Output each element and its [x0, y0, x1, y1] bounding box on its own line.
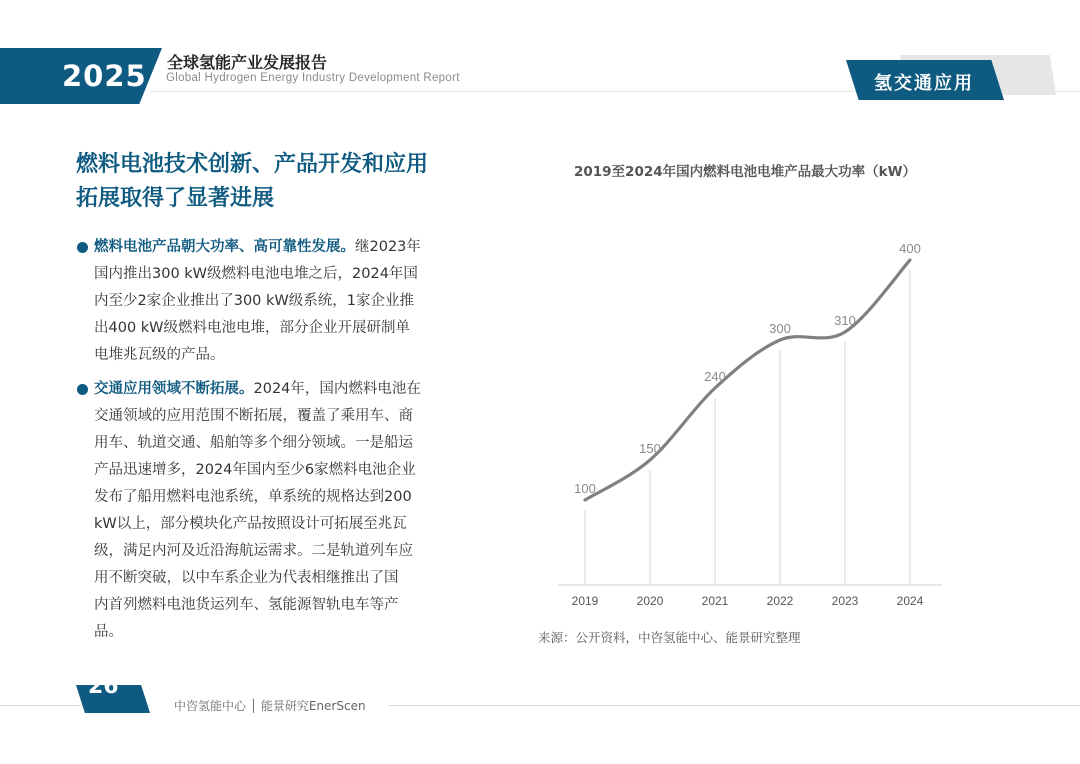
bullet-dot-icon — [77, 242, 88, 253]
bullet-text-line: 发布了船用燃料电池系统，单系统的规格达到200 — [94, 489, 412, 505]
bullet-lead: 燃料电池产品朝大功率、高可靠性发展。 — [94, 239, 355, 255]
bullet-text: 2024年，国内燃料电池在 — [253, 381, 421, 397]
bullet-lead: 交通应用领域不断拓展。 — [94, 381, 254, 397]
x-tick-label: 2023 — [831, 594, 859, 608]
report-subtitle: Global Hydrogen Energy Industry Development Report — [166, 72, 460, 84]
bullet-text-line: 电堆兆瓦级的产品。 — [94, 347, 225, 363]
x-tick-label: 2024 — [896, 594, 924, 608]
bullet-text-line: 交通领域的应用范围不断拓展，覆盖了乘用车、商 — [94, 408, 413, 424]
x-tick-label: 2019 — [571, 594, 599, 608]
main-heading — [76, 148, 476, 216]
bullet-text-line: 用不断突破，以中车系企业为代表相继推出了国 — [94, 570, 399, 586]
bullet-text-line: 出400 kW级燃料电池电堆，部分企业开展研制单 — [94, 320, 411, 336]
series-line — [585, 260, 910, 500]
x-tick-label: 2020 — [636, 594, 664, 608]
section-tag-label: 氢交通应用 — [874, 73, 974, 94]
bullet-text-line: 内首列燃料电池货运列车、氢能源智轨电车等产 — [94, 597, 399, 613]
report-year: 2025 — [62, 59, 147, 93]
data-label: 300 — [769, 321, 791, 336]
power-line-chart — [540, 220, 960, 615]
report-title: 全球氢能产业发展报告 — [167, 53, 328, 72]
x-tick-label: 2022 — [766, 594, 794, 608]
bullet-text-line: 产品迅速增多，2024年国内至少6家燃料电池企业 — [94, 462, 416, 478]
chart-title: 2019至2024年国内燃料电池电堆产品最大功率（kW） — [573, 164, 916, 180]
footer-divider-right — [388, 705, 1080, 706]
data-label: 100 — [574, 481, 596, 496]
data-label: 400 — [899, 241, 921, 256]
bullet-paragraph-2 — [76, 376, 464, 646]
main-heading-line-2: 拓展取得了显著进展 — [76, 186, 275, 211]
bullet-text-line: 国内推出300 kW级燃料电池电堆之后，2024年国 — [94, 266, 418, 282]
chart-source: 来源：公开资料，中咨氢能中心、能景研究整理 — [538, 630, 801, 645]
bullet-text: 继2023年 — [355, 239, 421, 255]
data-label: 310 — [834, 313, 856, 328]
main-heading-line-1: 燃料电池技术创新、产品开发和应用 — [76, 152, 429, 177]
x-tick-label: 2021 — [701, 594, 729, 608]
bullet-text-line: kW以上，部分模块化产品按照设计可拓展至兆瓦 — [94, 516, 407, 532]
bullet-dot-icon — [77, 384, 88, 395]
data-label: 150 — [639, 441, 661, 456]
bullet-text-line: 用车、轨道交通、船舶等多个细分领域。一是船运 — [94, 435, 413, 451]
bullet-text-line: 级，满足内河及近沿海航运需求。二是轨道列车应 — [94, 543, 413, 559]
bullet-text-line: 内至少2家企业推出了300 kW级系统，1家企业推 — [94, 293, 414, 309]
footer-credit: 中咨氢能中心 │ 能景研究EnerScen — [174, 699, 366, 713]
bullet-text-line: 品。 — [94, 624, 123, 640]
page-number: 26 — [88, 674, 119, 699]
data-label: 240 — [704, 369, 726, 384]
bullet-paragraph-1 — [76, 234, 464, 369]
